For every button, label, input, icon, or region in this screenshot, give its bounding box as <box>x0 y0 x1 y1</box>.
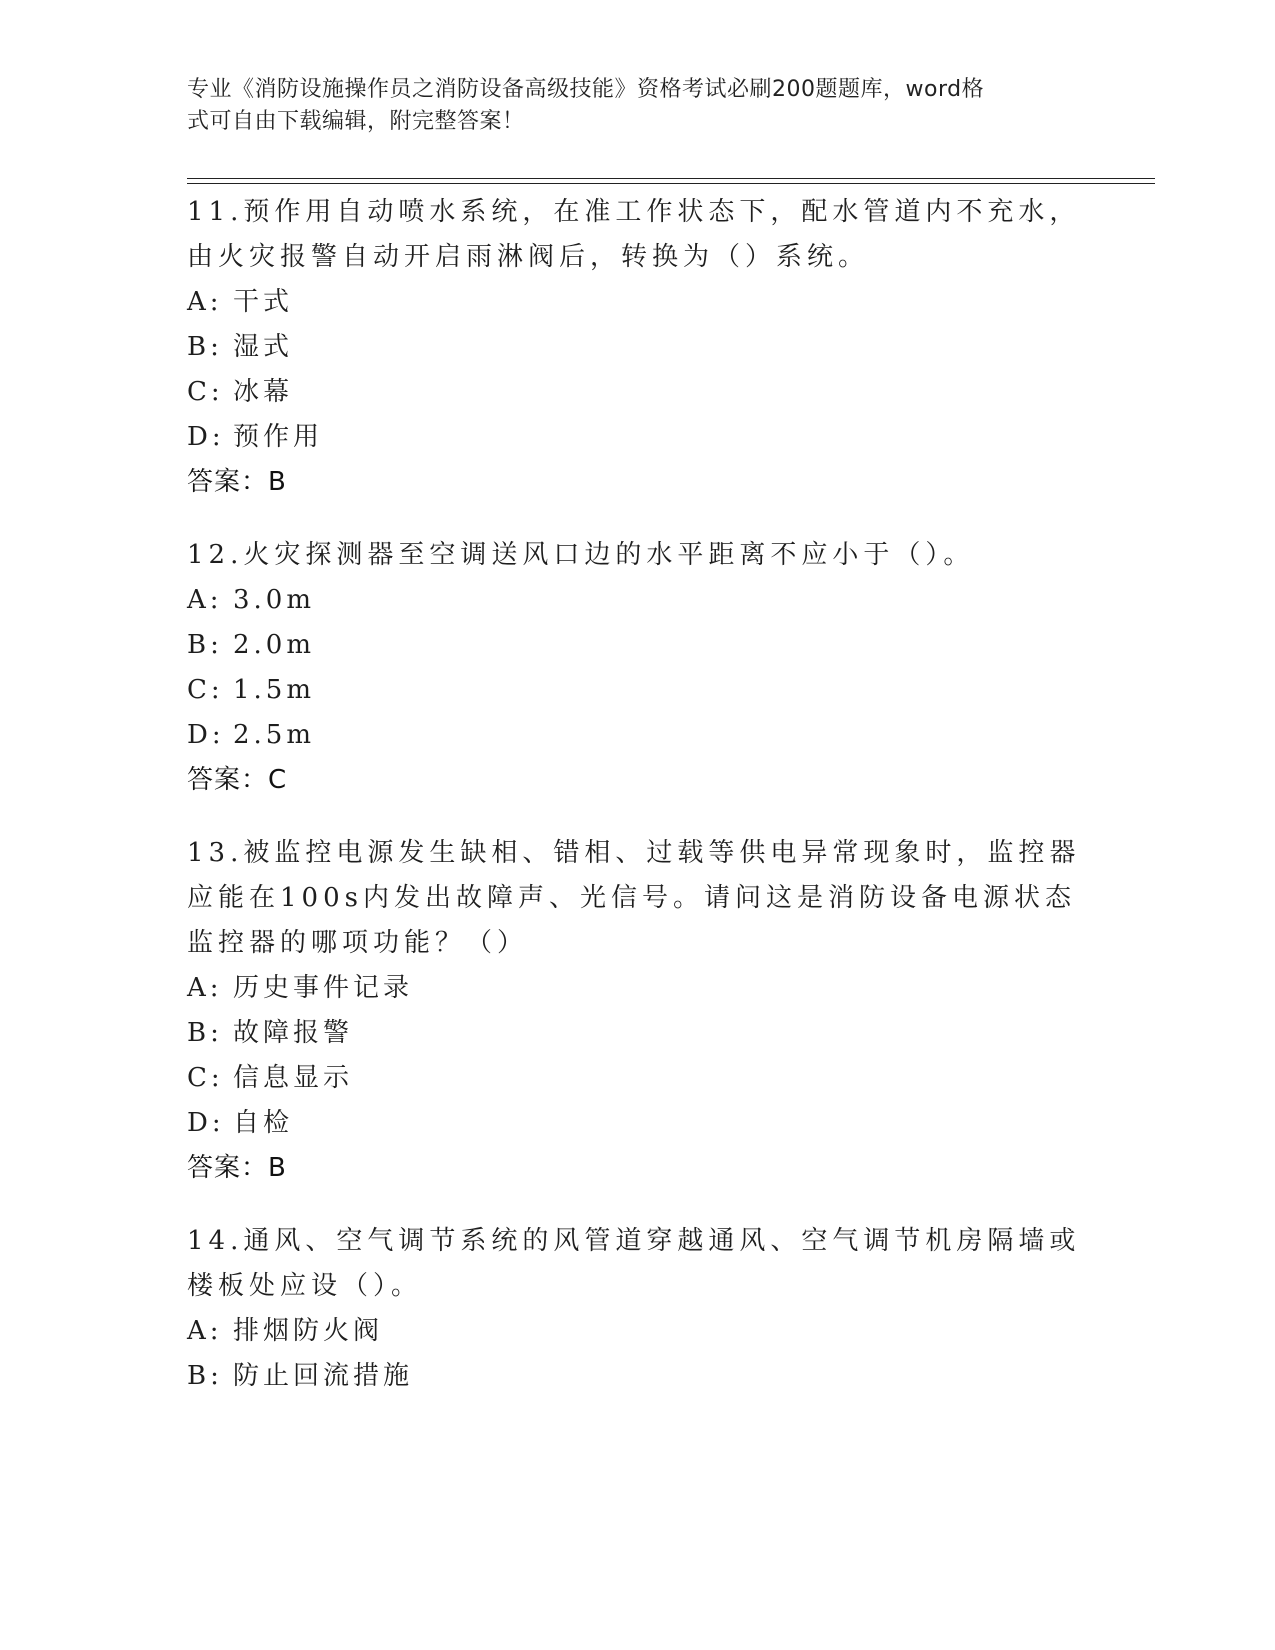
option-letter: A: <box>187 585 223 615</box>
option-text: 冰幕 <box>233 377 294 407</box>
option-text: 历史事件记录 <box>233 973 414 1003</box>
option-row <box>187 280 1087 325</box>
option-row <box>187 370 1087 415</box>
question-text: 13.被监控电源发生缺相、错相、过载等供电异常现象时，监控器应能在100s内发出故障声、光信号。请问这是消防设备电源状态监控器的哪项功能？（） <box>187 838 1081 958</box>
option-row <box>187 668 1087 713</box>
document-header <box>187 74 1067 138</box>
option-text: 排烟防火阀 <box>233 1316 384 1346</box>
option-text: 1.5m <box>233 675 316 705</box>
header-divider-bottom <box>187 183 1155 184</box>
answer-value: B <box>268 467 287 497</box>
option-row <box>187 623 1087 668</box>
option-letter: C: <box>187 1063 224 1093</box>
question-text: 12.火灾探测器至空调送风口边的水平距离不应小于（）。 <box>187 540 975 570</box>
option-row <box>187 1011 1087 1056</box>
option-letter: B: <box>187 1361 223 1391</box>
question-block <box>187 533 1087 803</box>
option-row <box>187 966 1087 1011</box>
question-text: 11.预作用自动喷水系统，在准工作状态下，配水管道内不充水，由火灾报警自动开启雨淋阀后，转换为（）系统。 <box>187 197 1081 272</box>
option-text: 信息显示 <box>233 1063 354 1093</box>
option-letter: D: <box>187 720 225 750</box>
option-text: 干式 <box>233 287 294 317</box>
option-row <box>187 1309 1087 1354</box>
option-text: 2.0m <box>233 630 316 660</box>
answer-label: 答案： <box>187 765 269 795</box>
option-letter: A: <box>187 1316 223 1346</box>
option-row <box>187 1354 1087 1399</box>
option-text: 故障报警 <box>233 1018 354 1048</box>
option-letter: D: <box>187 1108 225 1138</box>
option-row <box>187 1101 1087 1146</box>
option-text: 2.5m <box>233 720 316 750</box>
option-text: 防止回流措施 <box>233 1361 414 1391</box>
question-block <box>187 190 1087 505</box>
option-text: 湿式 <box>233 332 294 362</box>
question-block <box>187 1219 1087 1399</box>
option-letter: B: <box>187 1018 223 1048</box>
answer-line <box>187 1146 1087 1191</box>
option-letter: A: <box>187 287 223 317</box>
question-block <box>187 831 1087 1191</box>
option-row <box>187 1056 1087 1101</box>
answer-line <box>187 758 1087 803</box>
question-list <box>187 190 1087 1427</box>
option-letter: A: <box>187 973 223 1003</box>
option-row <box>187 578 1087 623</box>
answer-value: C <box>268 765 288 795</box>
option-letter: B: <box>187 332 223 362</box>
option-row <box>187 415 1087 460</box>
answer-label: 答案： <box>187 467 269 497</box>
option-letter: B: <box>187 630 223 660</box>
option-text: 预作用 <box>233 422 324 452</box>
option-letter: C: <box>187 377 224 407</box>
answer-value: B <box>268 1153 287 1183</box>
question-text: 14.通风、空气调节系统的风管道穿越通风、空气调节机房隔墙或楼板处应设（）。 <box>187 1226 1081 1301</box>
option-text: 自检 <box>233 1108 294 1138</box>
header-divider-top <box>187 178 1155 179</box>
header-line-2: 式可自由下载编辑，附完整答案！ <box>187 109 525 134</box>
option-letter: D: <box>187 422 225 452</box>
header-line-1: 专业《消防设施操作员之消防设备高级技能》资格考试必刷200题题库，word格 <box>187 77 985 102</box>
option-text: 3.0m <box>233 585 316 615</box>
option-letter: C: <box>187 675 224 705</box>
answer-line <box>187 460 1087 505</box>
option-row <box>187 713 1087 758</box>
answer-label: 答案： <box>187 1153 269 1183</box>
option-row <box>187 325 1087 370</box>
